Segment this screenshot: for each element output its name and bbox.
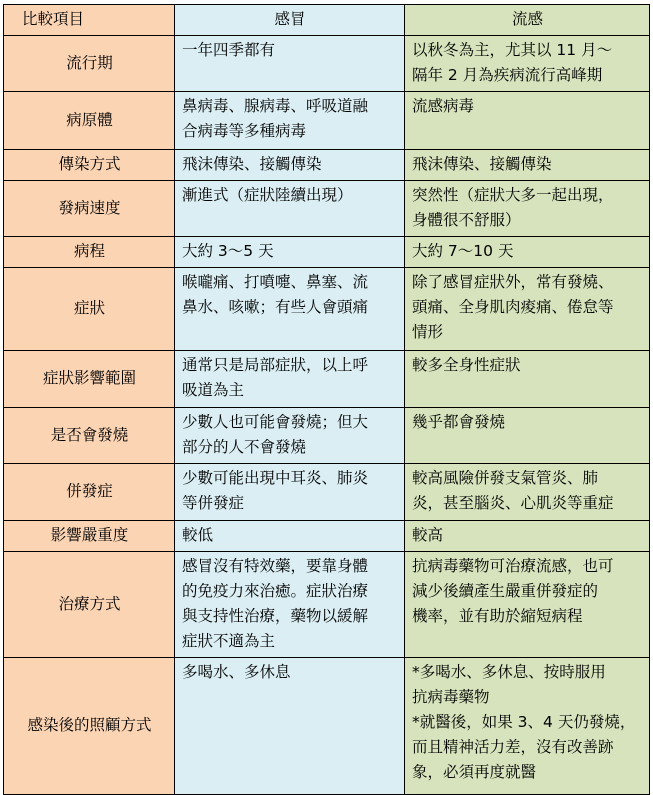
cold-text-line: 吸道為主 bbox=[182, 381, 245, 399]
cold-cell bbox=[175, 181, 405, 237]
row-label: 流行期 bbox=[4, 36, 175, 92]
table-row bbox=[4, 92, 650, 150]
cold-cell bbox=[175, 351, 405, 408]
flu-text-line: 而且精神活力差，沒有改善跡 bbox=[412, 738, 614, 756]
cold-text-line: 較低 bbox=[182, 526, 214, 544]
cold-text-line: 等併發症 bbox=[182, 494, 245, 512]
cold-text-line: 多喝水、多休息 bbox=[182, 663, 291, 681]
flu-cell bbox=[405, 92, 650, 150]
row-label: 病原體 bbox=[4, 92, 175, 150]
table-row bbox=[4, 36, 650, 92]
flu-cell bbox=[405, 268, 650, 351]
flu-text-line: 以秋冬為主，尤其以 11 月～ bbox=[412, 41, 613, 59]
flu-text-line: 象，必須再度就醫 bbox=[412, 763, 537, 781]
cold-cell bbox=[175, 464, 405, 521]
flu-text-line: 飛沫傳染、接觸傳染 bbox=[412, 155, 552, 173]
flu-cell bbox=[405, 464, 650, 521]
cold-text-line: 部分的人不會發燒 bbox=[182, 438, 307, 456]
flu-cell bbox=[405, 521, 650, 552]
cold-cell bbox=[175, 237, 405, 268]
flu-text-line: 抗病毒藥物 bbox=[412, 688, 490, 706]
flu-text-line: 身體很不舒服） bbox=[412, 211, 521, 229]
header-cold: 感冒 bbox=[175, 5, 405, 36]
header-row bbox=[4, 5, 650, 36]
cold-text-line: 鼻病毒、腺病毒、呼吸道融 bbox=[182, 97, 369, 115]
flu-cell bbox=[405, 181, 650, 237]
flu-text-line: 炎，甚至腦炎、心肌炎等重症 bbox=[412, 494, 614, 512]
cold-cell bbox=[175, 150, 405, 181]
cold-text-line: 鼻水、咳嗽；有些人會頭痛 bbox=[182, 298, 369, 316]
row-label: 感染後的照顧方式 bbox=[4, 658, 175, 795]
flu-cell bbox=[405, 36, 650, 92]
table-row bbox=[4, 464, 650, 521]
flu-text-line: 頭痛、全身肌肉痠痛、倦怠等 bbox=[412, 298, 614, 316]
table-row bbox=[4, 658, 650, 795]
flu-cell bbox=[405, 658, 650, 795]
cold-cell bbox=[175, 552, 405, 658]
row-label: 影響嚴重度 bbox=[4, 521, 175, 552]
flu-cell bbox=[405, 552, 650, 658]
cold-text-line: 的免疫力來治癒。症狀治療 bbox=[182, 582, 369, 600]
cold-text-line: 合病毒等多種病毒 bbox=[182, 122, 307, 140]
flu-text-line: 較多全身性症狀 bbox=[412, 356, 521, 374]
flu-text-line: 除了感冒症狀外，常有發燒、 bbox=[412, 273, 614, 291]
flu-cell bbox=[405, 351, 650, 408]
table-row bbox=[4, 268, 650, 351]
table-body bbox=[4, 36, 650, 795]
table-row bbox=[4, 521, 650, 552]
table-row bbox=[4, 351, 650, 408]
flu-text-line: 機率，並有助於縮短病程 bbox=[412, 607, 583, 625]
flu-cell bbox=[405, 237, 650, 268]
table-row bbox=[4, 150, 650, 181]
flu-text-line: 情形 bbox=[412, 323, 444, 341]
flu-text-line: 減少後續產生嚴重併發症的 bbox=[412, 582, 599, 600]
cold-text-line: 一年四季都有 bbox=[182, 41, 276, 59]
cold-cell bbox=[175, 408, 405, 464]
row-label: 傳染方式 bbox=[4, 150, 175, 181]
cold-text-line: 感冒沒有特效藥，要靠身體 bbox=[182, 557, 369, 575]
flu-text-line: *多喝水、多休息、按時服用 bbox=[412, 663, 606, 681]
header-flu: 流感 bbox=[405, 5, 650, 36]
cold-text-line: 通常只是局部症狀，以上呼 bbox=[182, 356, 369, 374]
cold-text-line: 飛沫傳染、接觸傳染 bbox=[182, 155, 322, 173]
cold-text-line: 症狀不適為主 bbox=[182, 632, 276, 650]
row-label: 症狀 bbox=[4, 268, 175, 351]
table-row bbox=[4, 237, 650, 268]
cold-text-line: 少數人也可能會發燒；但大 bbox=[182, 413, 369, 431]
flu-text-line: 大約 7～10 天 bbox=[412, 242, 514, 260]
cold-vs-flu-table bbox=[3, 4, 650, 795]
cold-text-line: 漸進式（症狀陸續出現） bbox=[182, 186, 353, 204]
row-label: 治療方式 bbox=[4, 552, 175, 658]
cold-text-line: 少數可能出現中耳炎、肺炎 bbox=[182, 469, 369, 487]
row-label: 併發症 bbox=[4, 464, 175, 521]
flu-text-line: *就醫後，如果 3、4 天仍發燒， bbox=[412, 713, 636, 731]
table-row bbox=[4, 408, 650, 464]
flu-text-line: 抗病毒藥物可治療流感，也可 bbox=[412, 557, 614, 575]
flu-cell bbox=[405, 408, 650, 464]
flu-text-line: 較高 bbox=[412, 526, 444, 544]
flu-text-line: 流感病毒 bbox=[412, 97, 475, 115]
table-row bbox=[4, 552, 650, 658]
cold-text-line: 大約 3～5 天 bbox=[182, 242, 274, 260]
cold-cell bbox=[175, 92, 405, 150]
cold-cell bbox=[175, 658, 405, 795]
cold-text-line: 與支持性治療，藥物以緩解 bbox=[182, 607, 369, 625]
row-label: 症狀影響範圍 bbox=[4, 351, 175, 408]
flu-text-line: 隔年 2 月為疾病流行高峰期 bbox=[412, 66, 603, 84]
flu-text-line: 突然性（症狀大多一起出現， bbox=[412, 186, 614, 204]
row-label: 是否會發燒 bbox=[4, 408, 175, 464]
cold-cell bbox=[175, 521, 405, 552]
flu-cell bbox=[405, 150, 650, 181]
flu-text-line: 較高風險併發支氣管炎、肺 bbox=[412, 469, 599, 487]
cold-cell bbox=[175, 268, 405, 351]
table-row bbox=[4, 181, 650, 237]
row-label: 病程 bbox=[4, 237, 175, 268]
row-label: 發病速度 bbox=[4, 181, 175, 237]
cold-text-line: 喉嚨痛、打噴嚏、鼻塞、流 bbox=[182, 273, 369, 291]
flu-text-line: 幾乎都會發燒 bbox=[412, 413, 506, 431]
cold-cell bbox=[175, 36, 405, 92]
header-item: 比較項目 bbox=[4, 5, 175, 36]
